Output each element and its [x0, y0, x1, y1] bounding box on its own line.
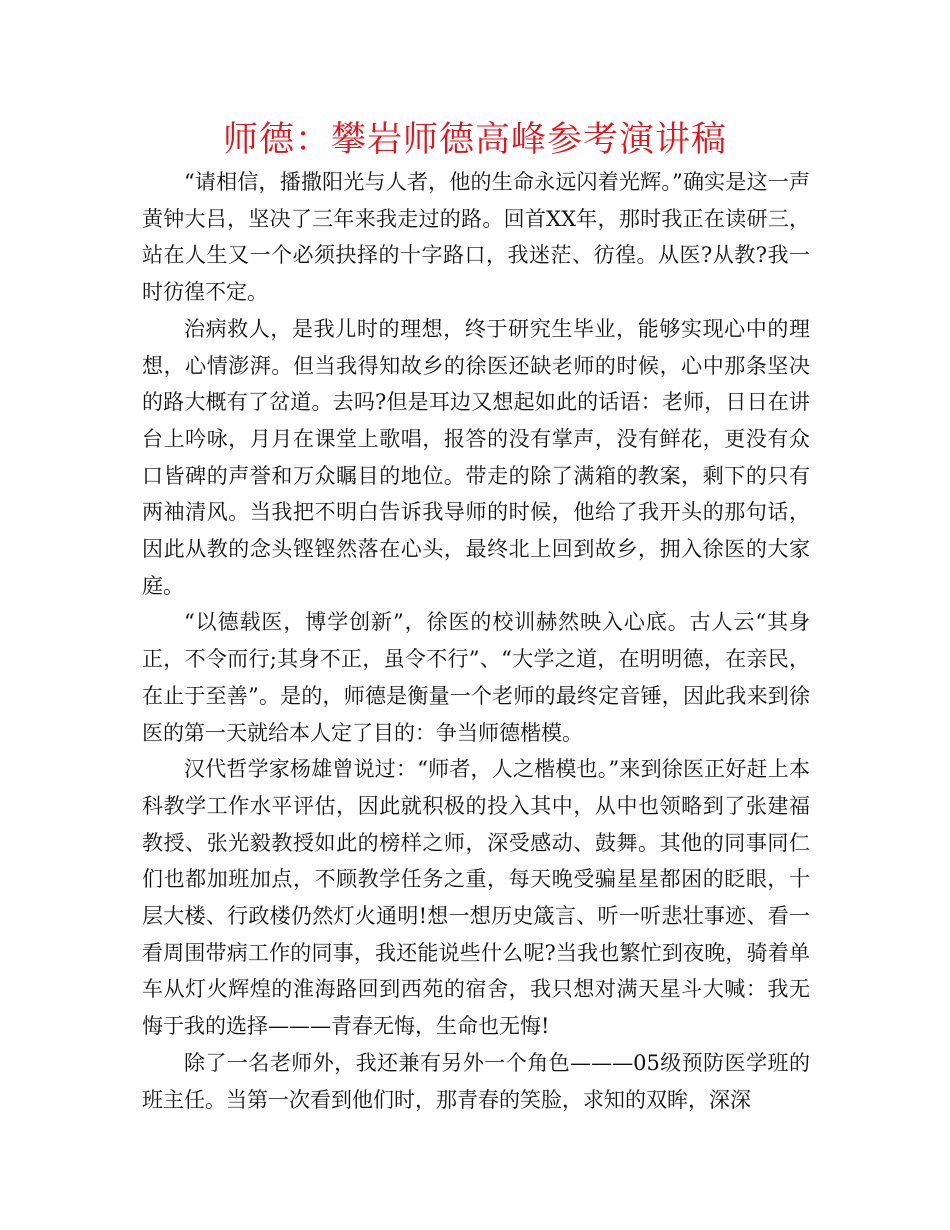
- paragraph: 治病救人，是我儿时的理想，终于研究生毕业，能够实现心中的理想，心情澎湃。但当我得知故乡的徐医还缺老师的时候，心中那条坚决的路大概有了岔道。去吗?但是耳边又想起如此的话语：老师，日日在讲台上吟咏，月月在课堂上歌唱，报答的没有掌声，没有鲜花，更没有众口皆碑的声誉和万众瞩目的地位。带走的除了满箱的教案，剩下的只有两袖清风。当我把不明白告诉我导师的时候，他给了我开头的那句话，因此从教的念头铿铿然落在心头，最终北上回到故乡，拥入徐医的大家庭。: [142, 316, 810, 598]
- paragraph: 汉代哲学家杨雄曾说过：“师者，人之楷模也。”来到徐医正好赶上本科教学工作水平评估，因此就积极的投入其中，从中也领略到了张建福教授、张光毅教授如此的榜样之师，深受感动、鼓舞。其他的同事同仁们也都加班加点，不顾教学任务之重，每天晚受骗星星都困的眨眼，十层大楼、行政楼仍然灯火通明!想一想历史箴言、听一听悲壮事迹、看一看周围带病工作的同事，我还能说些什么呢?当我也繁忙到夜晚，骑着单车从灯火辉煌的淮海路回到西苑的宿舍，我只想对满天星斗大喊：我无悔于我的选择———青春无悔，生命也无悔!: [142, 757, 810, 1039]
- document-title: 师德：攀岩师德高峰参考演讲稿: [222, 120, 727, 160]
- paragraph: “以德载医，博学创新”，徐医的校训赫然映入心底。古人云“其身正，不令而行;其身不正，虽令不行”、“大学之道，在明明德，在亲民，在止于至善”。是的，师德是衡量一个老师的最终定音锤，因此我来到徐医的第一天就给本人定了目的：争当师德楷模。: [142, 610, 810, 745]
- paragraph: 除了一名老师外，我还兼有另外一个角色———05级预防医学班的班主任。当第一次看到他们时，那青春的笑脸，求知的双眸，深深: [142, 1050, 810, 1112]
- paragraph: “请相信，播撒阳光与人者，他的生命永远闪着光辉。”确实是这一声黄钟大吕，坚决了三年来我走过的路。回首XX年，那时我正在读研三，站在人生又一个必须抉择的十字路口，我迷茫、彷徨。从医?从教?我一时彷徨不定。: [142, 170, 810, 305]
- document-body: [142, 164, 810, 1118]
